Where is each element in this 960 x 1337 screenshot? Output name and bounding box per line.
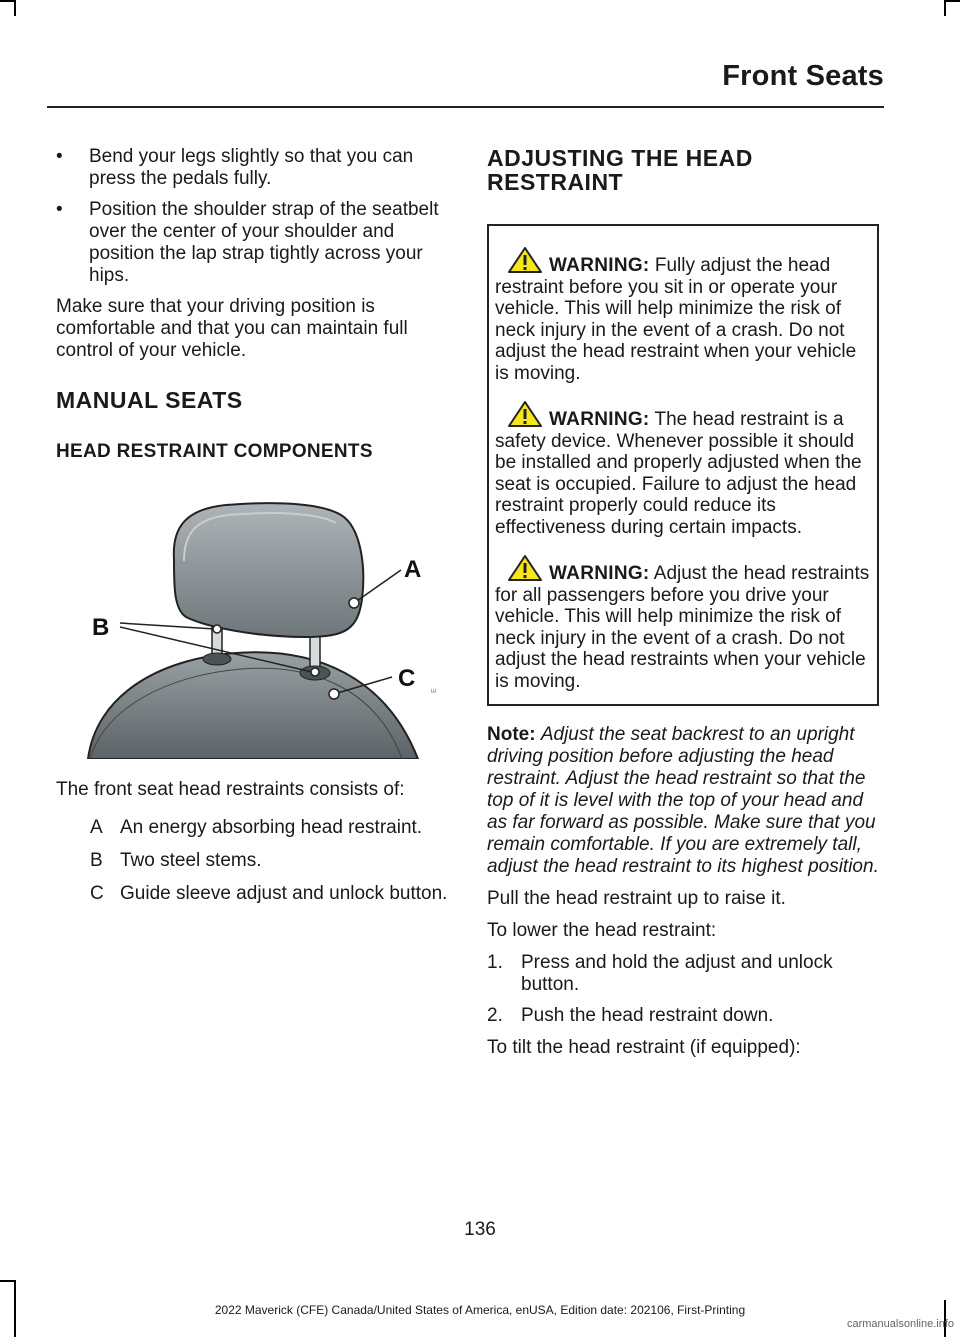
- tilt-intro: To tilt the head restraint (if equipped):: [487, 1037, 801, 1058]
- bullet-marker: •: [56, 146, 63, 167]
- crop-mark: [944, 0, 946, 16]
- head-restraint-figure: [56, 487, 448, 759]
- note-text: Adjust the seat backrest to an upright driving position before adjusting the head restraint. Adjust the head restraint so that the top of it is level with the top of your head and as far forward as possible. Make sure that you remain comfortable. If you are extremely tall, adjust the head restraint to its highest position.: [487, 724, 879, 877]
- left-column: [56, 146, 448, 916]
- step-text: Push the head restraint down.: [521, 1005, 774, 1026]
- adjusting-heading: ADJUSTING THE HEAD RESTRAINT: [487, 145, 753, 195]
- warning-item: [495, 400, 871, 538]
- legend-row: [56, 883, 448, 905]
- warning-text: The head restraint is a safety device. Whenever possible it should be installed and properly adjusted when the seat is occupied. Failure to adjust the head restraint properly could reduce its effectiveness during certain impacts.: [495, 409, 862, 538]
- edition-line: 2022 Maverick (CFE) Canada/United States of America, enUSA, Edition date: 202106, First-Printing: [214, 1303, 746, 1317]
- header-rule: [47, 106, 884, 108]
- step-item: [487, 1005, 879, 1027]
- lower-intro: To lower the head restraint:: [487, 920, 717, 941]
- bullet-item: [56, 199, 448, 287]
- callout-c: C: [398, 665, 416, 692]
- warning-triangle-icon: [507, 246, 543, 274]
- bullet-text: Position the shoulder strap of the seatbelt over the center of your shoulder and position the lap strap tightly across your hips.: [89, 199, 439, 286]
- legend-intro: The front seat head restraints consists of:: [56, 779, 405, 800]
- note-label: Note:: [487, 724, 536, 745]
- watermark: carmanualsonline.info: [846, 1318, 954, 1330]
- right-column: [487, 146, 879, 1059]
- step-number: 2.: [487, 1005, 503, 1026]
- head-restraint-illustration: [56, 487, 448, 759]
- warning-item: [495, 554, 871, 692]
- crop-mark: [0, 1280, 16, 1282]
- legend-row: [56, 817, 448, 839]
- step-text: Press and hold the adjust and unlock button.: [521, 952, 833, 995]
- legend-table: [56, 817, 448, 905]
- warning-text: Adjust the head restraints for all passengers before you drive your vehicle. This will help minimize the risk of neck injury in the event of a crash. Do not adjust the head restraints when your vehicle is moving.: [495, 563, 870, 692]
- warning-triangle-icon: [507, 400, 543, 428]
- legend-key: A: [90, 817, 103, 838]
- section-heading: MANUAL SEATS: [56, 387, 243, 413]
- legend-key: B: [90, 850, 103, 871]
- page-number: 136: [464, 1219, 496, 1240]
- crop-mark: [14, 0, 16, 16]
- driving-position-paragraph: Make sure that your driving position is comfortable and that you can maintain full control of your vehicle.: [56, 296, 408, 361]
- page-header-title: Front Seats: [722, 60, 884, 92]
- warning-label: WARNING:: [549, 563, 650, 584]
- warning-text: Fully adjust the head restraint before you sit in or operate your vehicle. This will help minimize the risk of neck injury in the event of a crash. Do not adjust the head restraint when your vehicle is moving.: [495, 255, 857, 384]
- step-item: [487, 952, 879, 996]
- bullet-item: [56, 146, 448, 190]
- legend-text: An energy absorbing head restraint.: [120, 817, 423, 838]
- bullet-list: [56, 146, 448, 287]
- warning-box: [487, 224, 879, 706]
- legend-key: C: [90, 883, 104, 904]
- lower-steps: [487, 952, 879, 1027]
- subheading: HEAD RESTRAINT COMPONENTS: [56, 441, 373, 462]
- legend-text: Guide sleeve adjust and unlock button.: [120, 883, 448, 904]
- legend-text: Two steel stems.: [120, 850, 262, 871]
- callout-b: B: [92, 614, 110, 641]
- crop-mark: [944, 0, 960, 2]
- bullet-text: Bend your legs slightly so that you can press the pedals fully.: [89, 146, 414, 189]
- bullet-marker: •: [56, 199, 63, 220]
- figure-code: E: [431, 688, 438, 693]
- step-number: 1.: [487, 952, 503, 973]
- warning-item: [495, 246, 871, 384]
- warning-label: WARNING:: [549, 409, 650, 430]
- raise-instruction: Pull the head restraint up to raise it.: [487, 888, 786, 909]
- warning-label: WARNING:: [549, 255, 650, 276]
- note-paragraph: [487, 724, 879, 878]
- legend-row: [56, 850, 448, 872]
- callout-a: A: [404, 556, 422, 583]
- warning-triangle-icon: [507, 554, 543, 582]
